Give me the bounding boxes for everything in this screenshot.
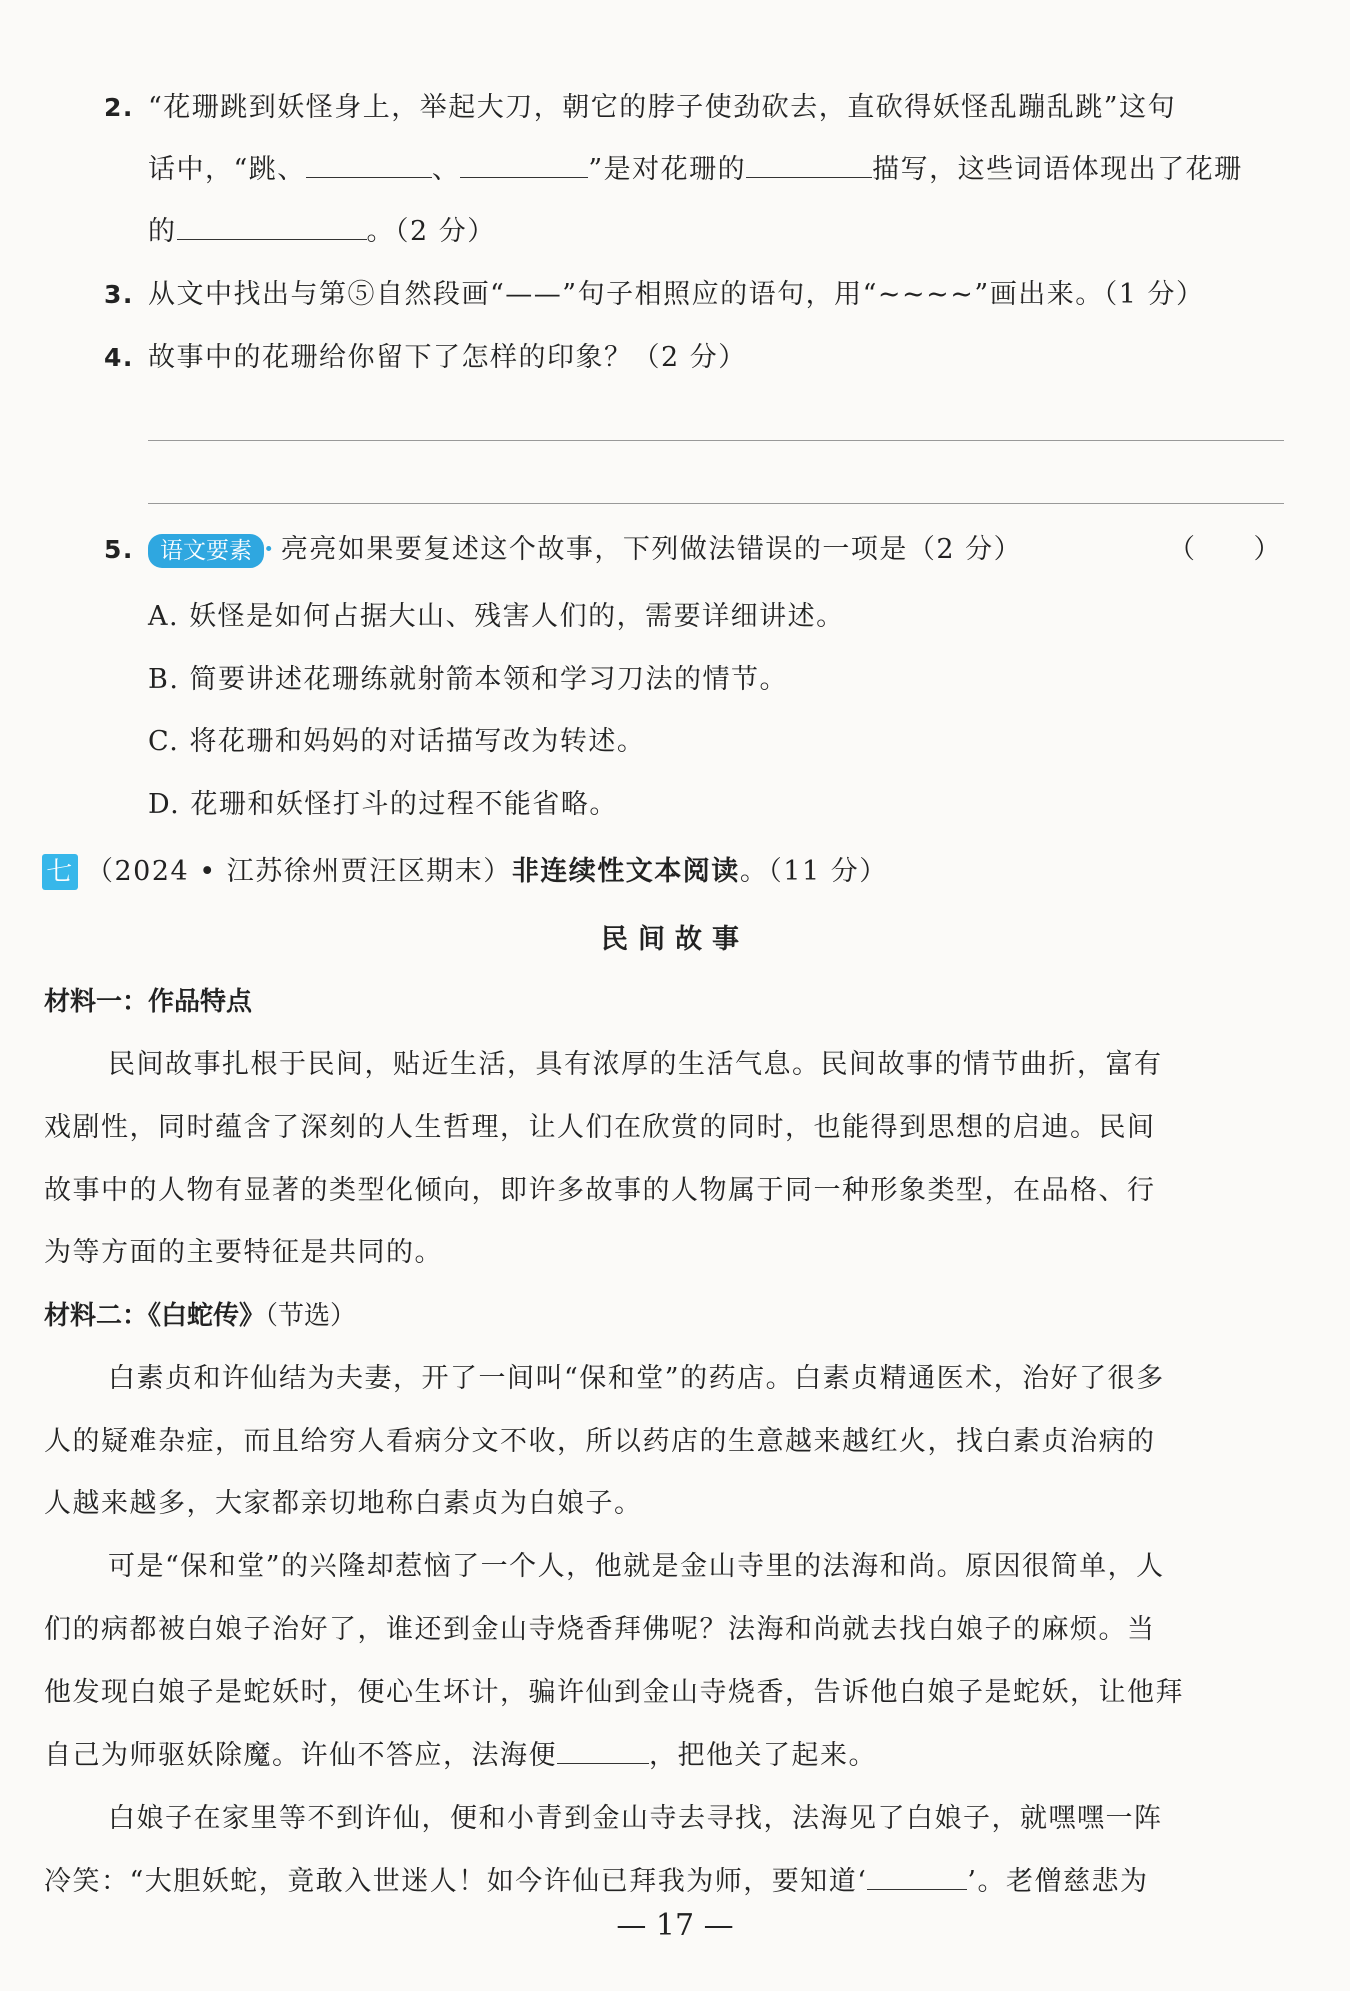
q2-text-a: 话中，“跳、: [148, 154, 306, 185]
q2-blank-1[interactable]: [306, 151, 432, 178]
material-2-p2-text-1: 可是“保和堂”的兴隆却惹恼了一个人，他就是金山寺里的法海和尚。原因很简单，人: [108, 1551, 1165, 1582]
material-2-heading: [44, 1296, 356, 1336]
material-2-p3-text-2a: 冷笑：“大胆妖蛇，竟敢入世迷人！如今许仙已拜我为师，要知道‘: [44, 1866, 868, 1897]
section-7-icon: 七: [42, 854, 78, 890]
material-2-heading-title: 材料二：《白蛇传》: [44, 1301, 266, 1331]
material-2-p3-text-2: [44, 1862, 1284, 1902]
q2-text: “花珊跳到妖怪身上，举起大刀，朝它的脖子使劲砍去，直砍得妖怪乱蹦乱跳”这句: [148, 92, 1177, 123]
material-2-p3-text-1: 白娘子在家里等不到许仙，便和小青到金山寺去寻找，法海见了白娘子，就嘿嘿一阵: [108, 1803, 1163, 1834]
q2-line-3-content: [148, 212, 496, 252]
q2-text-c: ”是对花珊的: [588, 154, 747, 185]
q2-text-e: 的: [148, 216, 177, 247]
section-7-type: 非连续性文本阅读: [511, 856, 740, 887]
q5-text: 亮亮如果要复述这个故事，下列做法错误的一项是（2 分）: [280, 534, 1023, 565]
q4-text: 故事中的花珊给你留下了怎样的印象？（2 分）: [148, 342, 747, 373]
q2-line-2-content: [148, 150, 1243, 190]
badge-dot-icon: ·: [264, 534, 275, 565]
q4-answer-line-2[interactable]: [148, 503, 1284, 504]
material-1-text-4: 为等方面的主要特征是共同的。: [44, 1237, 443, 1268]
q2-score: 。（2 分）: [366, 216, 496, 247]
q3-number: 3.: [104, 280, 134, 309]
material-2-blank-1[interactable]: [557, 1737, 649, 1764]
q4-number: 4.: [104, 343, 134, 372]
q2-number: 2.: [104, 93, 134, 122]
material-2-blank-2[interactable]: [867, 1863, 967, 1890]
q5-option-a-text: A. 妖怪是如何占据大山、残害人们的，需要详细讲述。: [148, 601, 845, 632]
material-2-p2-text-4a: 自己为师驱妖除魔。许仙不答应，法海便: [44, 1740, 557, 1771]
material-2-p2-text-2: 们的病都被白娘子治好了，谁还到金山寺烧香拜佛呢？法海和尚就去找白娘子的麻烦。当: [44, 1614, 1156, 1645]
material-2-p1-text-3: 人越来越多，大家都亲切地称白素贞为白娘子。: [44, 1488, 643, 1519]
material-2-p3-text-2b: ’。老僧慈悲为: [967, 1866, 1149, 1897]
q4-answer-line-1[interactable]: [148, 440, 1284, 441]
q5-number: 5.: [104, 535, 134, 564]
material-1-text-3: 故事中的人物有显著的类型化倾向，即许多故事的人物属于同一种形象类型，在品格、行: [44, 1175, 1156, 1206]
q3-text: 从文中找出与第⑤自然段画“——”句子相照应的语句，用“~~~~”画出来。（1 分）: [148, 279, 1205, 310]
q2-blank-4[interactable]: [177, 213, 367, 240]
q5-option-c-text: C. 将花珊和妈妈的对话描写改为转述。: [148, 726, 646, 757]
material-2-p2-text-4: [44, 1736, 1284, 1776]
section-7-source: （2024 • 江苏徐州贾汪区期末）: [86, 856, 512, 887]
q2-text-d: 描写，这些词语体现出了花珊: [872, 154, 1243, 185]
passage-title: 民间故事: [601, 924, 749, 955]
material-2-p2-text-4b: ，把他关了起来。: [649, 1740, 877, 1771]
material-2-heading-note: （节选）: [265, 1301, 357, 1331]
q2-blank-2[interactable]: [460, 151, 588, 178]
material-1-text-1: 民间故事扎根于民间，贴近生活，具有浓厚的生活气息。民间故事的情节曲折，富有: [108, 1049, 1163, 1080]
material-2-p1-text-2: 人的疑难杂症，而且给穷人看病分文不收，所以药店的生意越来越红火，找白素贞治病的: [44, 1426, 1156, 1457]
page-number: — 17 —: [616, 1908, 734, 1943]
material-1-heading: 材料一：作品特点: [44, 987, 253, 1017]
section-7-text: [86, 852, 888, 892]
material-1-text-2: 戏剧性，同时蕴含了深刻的人生哲理，让人们在欣赏的同时，也能得到思想的启迪。民间: [44, 1112, 1156, 1143]
q5-option-d-text: D. 花珊和妖怪打斗的过程不能省略。: [148, 789, 618, 820]
q5-option-b-text: B. 简要讲述花珊练就射箭本领和学习刀法的情节。: [148, 664, 789, 695]
q2-blank-3[interactable]: [746, 151, 872, 178]
material-2-p1-text-1: 白素贞和许仙结为夫妻，开了一间叫“保和堂”的药店。白素贞精通医术，治好了很多: [108, 1363, 1165, 1394]
q5-answer-bracket[interactable]: （ ）: [1168, 534, 1282, 565]
q5-content: [148, 530, 1022, 570]
q5-badge: 语文要素: [148, 534, 264, 568]
section-7-score: 。（11 分）: [739, 856, 888, 887]
q2-text-b: 、: [431, 154, 461, 185]
material-2-p2-text-3: 他发现白娘子是蛇妖时，便心生坏计，骗许仙到金山寺烧香，告诉他白娘子是蛇妖，让他拜: [44, 1677, 1184, 1708]
